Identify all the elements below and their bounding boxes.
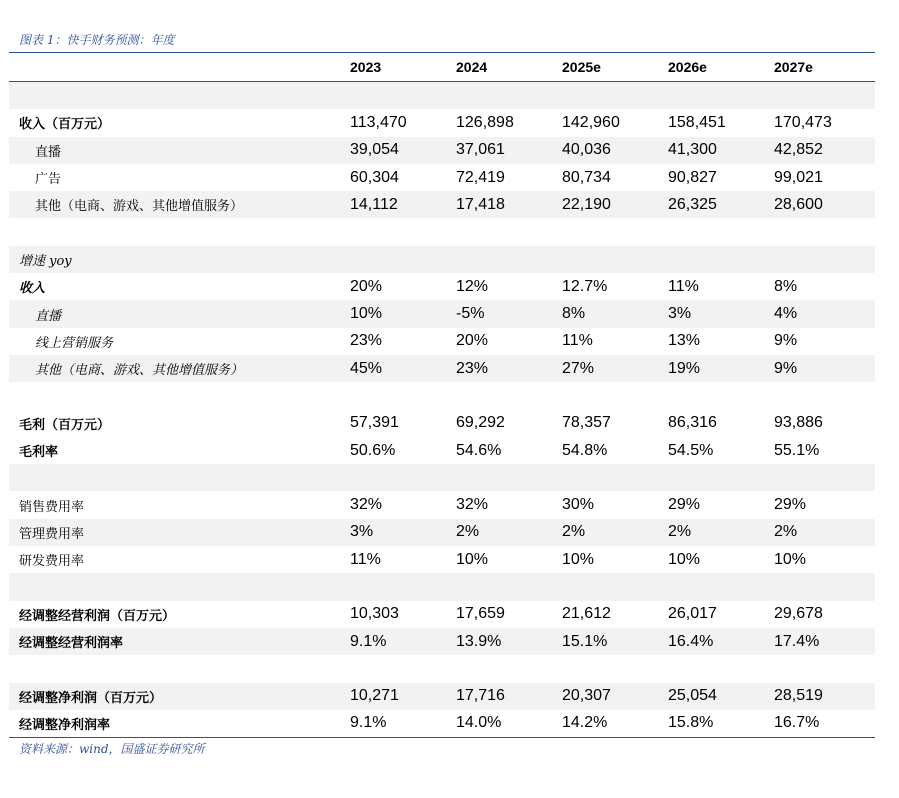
- value-cell: 4%: [765, 300, 875, 327]
- row-label: [9, 464, 341, 491]
- header-year: 2026e: [659, 53, 765, 82]
- value-cell: [659, 573, 765, 600]
- source-note: 资料来源：wind，国盛证券研究所: [19, 742, 205, 756]
- value-cell: [765, 573, 875, 600]
- row-label: 线上营销服务: [35, 335, 114, 351]
- value-cell: 158,451: [668, 113, 726, 131]
- table-row: [9, 191, 875, 218]
- value-cell: 50.6%: [350, 441, 396, 459]
- value-cell: 10%: [562, 550, 595, 568]
- value-cell: 126,898: [456, 113, 514, 131]
- value-cell: [765, 382, 875, 409]
- table-row: [9, 601, 875, 628]
- value-cell: [341, 573, 447, 600]
- value-cell: [341, 464, 447, 491]
- value-cell: 54.5%: [668, 441, 714, 459]
- value-cell: [447, 82, 553, 110]
- row-label: 管理费用率: [9, 519, 341, 546]
- row-label: 毛利率: [19, 445, 59, 460]
- table-row: [9, 328, 875, 355]
- value-cell: 16.7%: [774, 714, 820, 732]
- value-cell: 8%: [774, 277, 798, 295]
- table-row: [9, 519, 875, 546]
- value-cell: 30%: [562, 496, 595, 514]
- row-label: 其他（电商、游戏、其他增值服务）: [9, 355, 341, 382]
- value-cell: 32%: [350, 496, 383, 514]
- table-row: [9, 82, 875, 110]
- value-cell: 19%: [659, 355, 765, 382]
- table-row: [9, 546, 875, 573]
- value-cell: 11%: [562, 332, 593, 350]
- value-cell: 93,886: [774, 414, 823, 432]
- table-row: [9, 137, 875, 164]
- header-year: 2024: [447, 53, 553, 82]
- value-cell: 54.6%: [456, 441, 502, 459]
- row-label: 收入（百万元）: [19, 117, 111, 133]
- value-cell: [447, 218, 553, 245]
- value-cell: 9%: [765, 355, 875, 382]
- value-cell: 17,418: [447, 191, 553, 218]
- value-cell: 3%: [341, 519, 447, 546]
- value-cell: 14,112: [341, 191, 447, 218]
- table-row: [9, 164, 875, 191]
- table-caption: 图表 1：快手财务预测：年度: [19, 33, 175, 47]
- table-row: [9, 628, 875, 655]
- value-cell: 80,734: [562, 168, 611, 186]
- value-cell: 9.1%: [350, 714, 387, 732]
- value-cell: 29,678: [774, 605, 823, 623]
- value-cell: [765, 655, 875, 682]
- financial-forecast-table: [9, 52, 875, 738]
- table-row: [9, 355, 875, 382]
- value-cell: [659, 218, 765, 245]
- row-label: [9, 573, 341, 600]
- value-cell: 25,054: [659, 683, 765, 710]
- value-cell: 11%: [350, 550, 381, 568]
- value-cell: 2%: [765, 519, 875, 546]
- value-cell: 29%: [774, 496, 807, 514]
- value-cell: 12.7%: [562, 277, 608, 295]
- value-cell: 14.0%: [456, 714, 502, 732]
- value-cell: 12%: [456, 277, 489, 295]
- value-cell: [553, 218, 659, 245]
- value-cell: 142,960: [562, 113, 620, 131]
- value-cell: [447, 246, 553, 273]
- value-cell: [659, 655, 765, 682]
- value-cell: 15.1%: [553, 628, 659, 655]
- value-cell: [765, 464, 875, 491]
- value-cell: 10%: [668, 550, 701, 568]
- table-row: [9, 410, 875, 437]
- value-cell: 13%: [668, 332, 701, 350]
- value-cell: [553, 82, 659, 110]
- header-year: 2025e: [553, 53, 659, 82]
- value-cell: [553, 573, 659, 600]
- value-cell: 23%: [350, 332, 383, 350]
- table-body: [9, 82, 875, 738]
- value-cell: [765, 218, 875, 245]
- row-label: 经调整经营利润（百万元）: [19, 608, 176, 624]
- value-cell: 37,061: [447, 137, 553, 164]
- value-cell: 42,852: [765, 137, 875, 164]
- table-row: [9, 710, 875, 737]
- table-row: [9, 464, 875, 491]
- table-row: [9, 246, 875, 273]
- row-label: 其他（电商、游戏、其他增值服务）: [9, 191, 341, 218]
- value-cell: [447, 382, 553, 409]
- value-cell: 15.8%: [668, 714, 714, 732]
- row-label: 直播: [9, 137, 341, 164]
- value-cell: 10%: [341, 300, 447, 327]
- value-cell: 23%: [447, 355, 553, 382]
- value-cell: 16.4%: [659, 628, 765, 655]
- row-label: 直播: [9, 300, 341, 327]
- table-row: [9, 382, 875, 409]
- value-cell: 40,036: [553, 137, 659, 164]
- row-label: 销售费用率: [19, 499, 85, 515]
- table-row: [9, 683, 875, 710]
- value-cell: 72,419: [456, 168, 505, 186]
- value-cell: 9%: [774, 332, 798, 350]
- row-label: 研发费用率: [19, 554, 85, 570]
- value-cell: 10%: [456, 550, 489, 568]
- table-row: [9, 300, 875, 327]
- row-label: 经调整经营利润率: [9, 628, 341, 655]
- row-label: [9, 82, 341, 110]
- header-year: 2027e: [765, 53, 875, 82]
- value-cell: 99,021: [774, 168, 823, 186]
- table-row: [9, 437, 875, 464]
- row-label: [9, 382, 341, 409]
- value-cell: 26,325: [659, 191, 765, 218]
- row-label: 增速 yoy: [9, 246, 341, 273]
- value-cell: 21,612: [562, 605, 611, 623]
- value-cell: 2%: [659, 519, 765, 546]
- value-cell: 28,600: [765, 191, 875, 218]
- value-cell: 60,304: [350, 168, 399, 186]
- value-cell: [447, 655, 553, 682]
- value-cell: 8%: [553, 300, 659, 327]
- value-cell: 22,190: [553, 191, 659, 218]
- value-cell: 170,473: [774, 113, 832, 131]
- value-cell: [341, 246, 447, 273]
- value-cell: [765, 246, 875, 273]
- value-cell: 20,307: [553, 683, 659, 710]
- row-label: 广告: [35, 172, 62, 188]
- value-cell: 3%: [659, 300, 765, 327]
- value-cell: [341, 655, 447, 682]
- value-cell: 86,316: [668, 414, 717, 432]
- value-cell: [341, 382, 447, 409]
- table-row: [9, 109, 875, 136]
- value-cell: 28,519: [765, 683, 875, 710]
- value-cell: 54.8%: [562, 441, 608, 459]
- value-cell: 13.9%: [447, 628, 553, 655]
- value-cell: 45%: [341, 355, 447, 382]
- value-cell: 14.2%: [562, 714, 608, 732]
- table-row: [9, 218, 875, 245]
- row-label: 收入: [19, 281, 46, 297]
- value-cell: 9.1%: [341, 628, 447, 655]
- value-cell: 10,271: [341, 683, 447, 710]
- value-cell: [659, 382, 765, 409]
- value-cell: 57,391: [350, 414, 399, 432]
- value-cell: [553, 382, 659, 409]
- header-year: 2023: [341, 53, 447, 82]
- value-cell: 90,827: [668, 168, 717, 186]
- value-cell: [553, 655, 659, 682]
- value-cell: [659, 82, 765, 110]
- row-label: 毛利（百万元）: [19, 417, 111, 433]
- value-cell: 10,303: [350, 605, 399, 623]
- table-row: [9, 655, 875, 682]
- value-cell: 55.1%: [774, 441, 820, 459]
- value-cell: [341, 82, 447, 110]
- value-cell: 69,292: [456, 414, 505, 432]
- value-cell: 11%: [668, 277, 699, 295]
- value-cell: 2%: [447, 519, 553, 546]
- value-cell: 10%: [774, 550, 807, 568]
- value-cell: -5%: [447, 300, 553, 327]
- value-cell: 26,017: [668, 605, 717, 623]
- value-cell: 20%: [456, 332, 489, 350]
- value-cell: 39,054: [341, 137, 447, 164]
- value-cell: [765, 82, 875, 110]
- header-label-cell: [9, 53, 341, 82]
- forecast-table: [9, 53, 875, 737]
- value-cell: [659, 464, 765, 491]
- value-cell: 113,470: [350, 113, 407, 131]
- value-cell: 78,357: [562, 414, 611, 432]
- value-cell: 17.4%: [765, 628, 875, 655]
- value-cell: 20%: [350, 277, 383, 295]
- value-cell: [553, 246, 659, 273]
- value-cell: [341, 218, 447, 245]
- value-cell: [447, 573, 553, 600]
- value-cell: 29%: [668, 496, 701, 514]
- table-row: [9, 491, 875, 518]
- table-row: [9, 273, 875, 300]
- row-label: [9, 655, 341, 682]
- table-row: [9, 573, 875, 600]
- value-cell: 41,300: [659, 137, 765, 164]
- row-label: 经调整净利润（百万元）: [9, 683, 341, 710]
- value-cell: 17,716: [447, 683, 553, 710]
- value-cell: [553, 464, 659, 491]
- value-cell: 27%: [553, 355, 659, 382]
- value-cell: 32%: [456, 496, 489, 514]
- row-label: [9, 218, 341, 245]
- value-cell: 17,659: [456, 605, 505, 623]
- value-cell: [659, 246, 765, 273]
- header-row: [9, 53, 875, 82]
- value-cell: 2%: [553, 519, 659, 546]
- row-label: 经调整净利润率: [19, 717, 111, 733]
- value-cell: [447, 464, 553, 491]
